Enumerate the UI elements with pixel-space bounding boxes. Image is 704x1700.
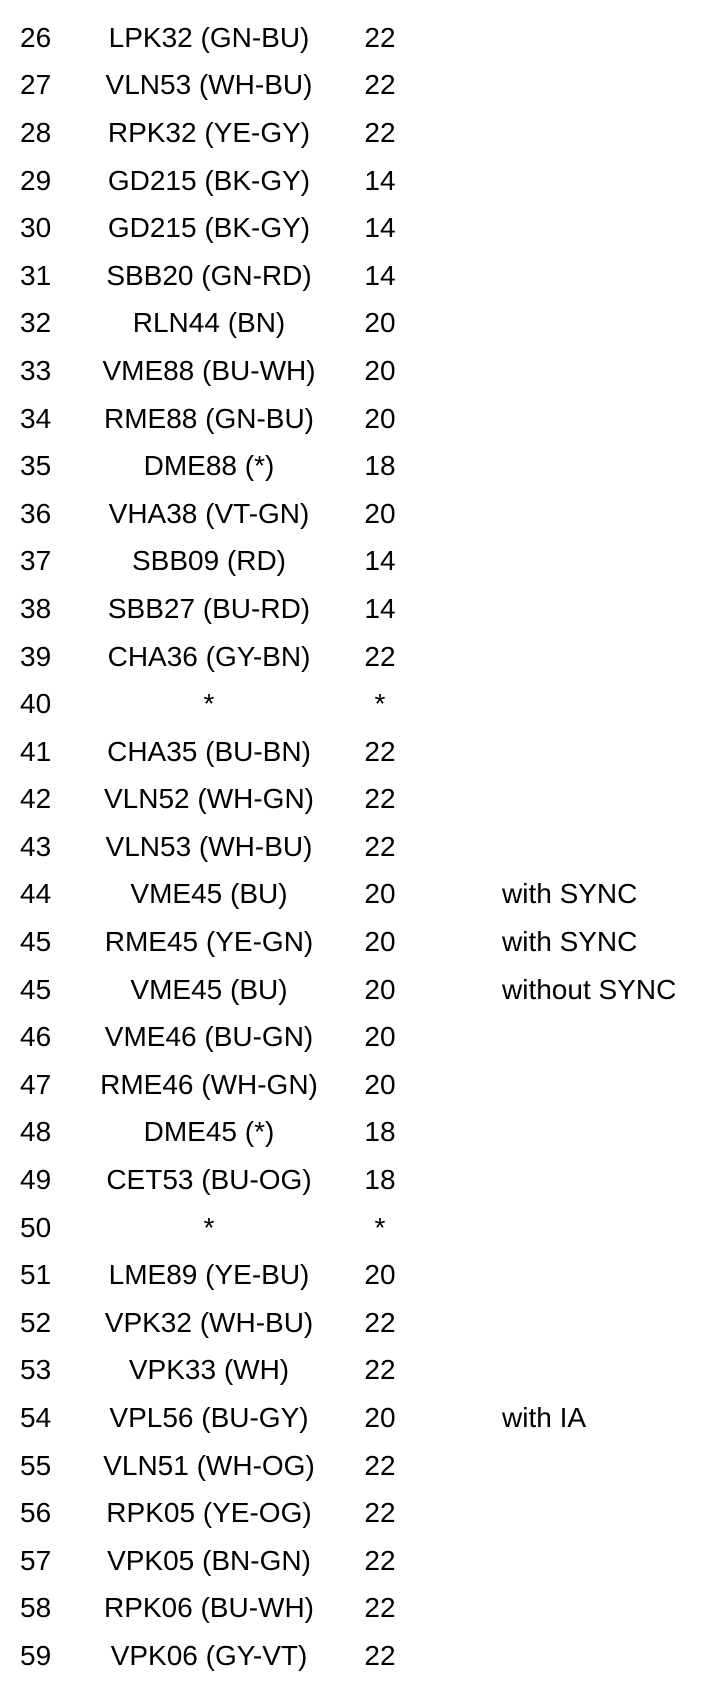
wire-size-cell: 22 [364, 830, 396, 862]
table-row [0, 1061, 704, 1109]
table-row [0, 157, 704, 205]
wire-size-cell: 18 [364, 1116, 396, 1148]
pin-number-cell: 26 [20, 21, 52, 53]
pin-number-cell: 47 [20, 1068, 52, 1100]
signal-name-cell: RME46 (WH-GN) [100, 1068, 318, 1100]
table-row [0, 442, 704, 490]
table-row [0, 1013, 704, 1061]
note-cell: with SYNC [502, 878, 638, 910]
table-row [0, 347, 704, 395]
signal-name-cell: * [203, 1211, 215, 1243]
pin-number-cell: 46 [20, 1021, 52, 1053]
signal-name-cell: VPK05 (BN-GN) [107, 1544, 311, 1576]
wire-size-cell: 22 [364, 1306, 396, 1338]
wire-size-cell: * [374, 1211, 386, 1243]
signal-name-cell: VPK06 (GY-VT) [110, 1639, 308, 1671]
pin-number-cell: 41 [20, 735, 52, 767]
signal-name-cell: SBB09 (RD) [131, 545, 287, 577]
wire-size-cell: 22 [364, 69, 396, 101]
table-row [0, 633, 704, 681]
pin-number-cell: 34 [20, 402, 52, 434]
pin-number-cell: 27 [20, 69, 52, 101]
wire-size-cell: 20 [364, 1068, 396, 1100]
wire-size-cell: 22 [364, 640, 396, 672]
signal-name-cell: RLN44 (BN) [132, 307, 286, 339]
wire-size-cell: 14 [364, 164, 396, 196]
pin-number-cell: 43 [20, 830, 52, 862]
wire-size-cell: 22 [364, 21, 396, 53]
signal-name-cell: LME89 (YE-BU) [108, 1259, 310, 1291]
pin-number-cell: 53 [20, 1354, 52, 1386]
table-row [0, 1632, 704, 1680]
table-row [0, 1204, 704, 1252]
pin-number-cell: 42 [20, 783, 52, 815]
table-row [0, 1442, 704, 1490]
table-row [0, 680, 704, 728]
table-row [0, 1537, 704, 1585]
pin-number-cell: 39 [20, 640, 52, 672]
pin-number-cell: 32 [20, 307, 52, 339]
table-row [0, 585, 704, 633]
signal-name-cell: VME46 (BU-GN) [104, 1021, 314, 1053]
signal-name-cell: CHA36 (GY-BN) [107, 640, 311, 672]
table-row [0, 300, 704, 348]
pin-number-cell: 44 [20, 878, 52, 910]
pin-number-cell: 58 [20, 1592, 52, 1624]
pin-number-cell: 45 [20, 926, 52, 958]
signal-name-cell: VPK33 (WH) [128, 1354, 290, 1386]
signal-name-cell: VME45 (BU) [130, 973, 288, 1005]
wire-size-cell: 22 [364, 1639, 396, 1671]
wire-size-cell: 20 [364, 973, 396, 1005]
pin-number-cell: 40 [20, 688, 52, 720]
signal-name-cell: * [203, 688, 215, 720]
wire-size-cell: 22 [364, 1544, 396, 1576]
signal-name-cell: VPK32 (WH-BU) [104, 1306, 314, 1338]
wire-size-cell: 20 [364, 402, 396, 434]
table-row [0, 1347, 704, 1395]
wire-size-cell: 22 [364, 1354, 396, 1386]
wire-size-cell: 22 [364, 1497, 396, 1529]
signal-name-cell: VPL56 (BU-GY) [109, 1402, 309, 1434]
wire-size-cell: 20 [364, 497, 396, 529]
signal-name-cell: VLN53 (WH-BU) [105, 69, 313, 101]
table-row [0, 1489, 704, 1537]
signal-name-cell: GD215 (BK-GY) [107, 212, 311, 244]
wire-size-cell: 20 [364, 1402, 396, 1434]
pin-number-cell: 51 [20, 1259, 52, 1291]
table-row [0, 204, 704, 252]
table-row [0, 1109, 704, 1157]
table-row [0, 776, 704, 824]
signal-name-cell: RME88 (GN-BU) [103, 402, 314, 434]
note-cell: with SYNC [502, 926, 638, 958]
signal-name-cell: SBB27 (BU-RD) [107, 592, 311, 624]
table-row [0, 823, 704, 871]
wire-size-cell: 14 [364, 259, 396, 291]
pin-number-cell: 30 [20, 212, 52, 244]
pin-number-cell: 31 [20, 259, 52, 291]
wire-size-cell: 20 [364, 354, 396, 386]
signal-name-cell: LPK32 (GN-BU) [108, 21, 310, 53]
pin-number-cell: 29 [20, 164, 52, 196]
pin-number-cell: 45 [20, 973, 52, 1005]
wire-size-cell: 20 [364, 1259, 396, 1291]
signal-name-cell: RPK05 (YE-OG) [106, 1497, 312, 1529]
wire-size-cell: 22 [364, 116, 396, 148]
wire-size-cell: 14 [364, 545, 396, 577]
table-row [0, 1394, 704, 1442]
signal-name-cell: VLN53 (WH-BU) [105, 830, 313, 862]
table-row [0, 1156, 704, 1204]
table-row [0, 538, 704, 586]
pin-number-cell: 37 [20, 545, 52, 577]
wire-size-cell: 20 [364, 1021, 396, 1053]
pin-number-cell: 56 [20, 1497, 52, 1529]
wire-size-cell: 20 [364, 307, 396, 339]
table-row [0, 252, 704, 300]
table-row [0, 1585, 704, 1633]
pin-number-cell: 38 [20, 592, 52, 624]
wire-size-cell: 22 [364, 1592, 396, 1624]
wire-size-cell: * [374, 688, 386, 720]
wire-size-cell: 22 [364, 735, 396, 767]
table-row [0, 1251, 704, 1299]
signal-name-cell: DME45 (*) [143, 1116, 275, 1148]
wire-size-cell: 18 [364, 1164, 396, 1196]
signal-name-cell: CET53 (BU-OG) [106, 1164, 312, 1196]
table-row [0, 918, 704, 966]
wire-size-cell: 22 [364, 783, 396, 815]
signal-name-cell: CHA35 (BU-BN) [107, 735, 311, 767]
pin-number-cell: 57 [20, 1544, 52, 1576]
table-row [0, 728, 704, 776]
signal-name-cell: VME45 (BU) [130, 878, 288, 910]
signal-name-cell: GD215 (BK-GY) [107, 164, 311, 196]
table-row [0, 109, 704, 157]
signal-name-cell: RPK32 (YE-GY) [107, 116, 311, 148]
pin-number-cell: 36 [20, 497, 52, 529]
pin-number-cell: 48 [20, 1116, 52, 1148]
note-cell: without SYNC [502, 973, 677, 1005]
wire-size-cell: 14 [364, 212, 396, 244]
wire-size-cell: 14 [364, 592, 396, 624]
signal-name-cell: VHA38 (VT-GN) [108, 497, 310, 529]
table-row [0, 1299, 704, 1347]
signal-name-cell: RME45 (YE-GN) [104, 926, 314, 958]
signal-name-cell: VLN51 (WH-OG) [103, 1449, 315, 1481]
pin-number-cell: 33 [20, 354, 52, 386]
pin-number-cell: 55 [20, 1449, 52, 1481]
pin-number-cell: 28 [20, 116, 52, 148]
signal-name-cell: VLN52 (WH-GN) [103, 783, 314, 815]
signal-name-cell: SBB20 (GN-RD) [106, 259, 312, 291]
table-row [0, 966, 704, 1014]
signal-name-cell: VME88 (BU-WH) [102, 354, 316, 386]
pin-number-cell: 54 [20, 1402, 52, 1434]
pin-number-cell: 49 [20, 1164, 52, 1196]
table-row [0, 14, 704, 62]
wire-size-cell: 18 [364, 450, 396, 482]
pin-number-cell: 52 [20, 1306, 52, 1338]
wire-size-cell: 22 [364, 1449, 396, 1481]
signal-name-cell: RPK06 (BU-WH) [103, 1592, 314, 1624]
pin-number-cell: 50 [20, 1211, 52, 1243]
table-row [0, 871, 704, 919]
pin-number-cell: 35 [20, 450, 52, 482]
note-cell: with IA [502, 1402, 587, 1434]
table-row [0, 395, 704, 443]
wire-size-cell: 20 [364, 878, 396, 910]
signal-name-cell: DME88 (*) [143, 450, 275, 482]
pin-number-cell: 59 [20, 1639, 52, 1671]
table-row [0, 490, 704, 538]
wire-size-cell: 20 [364, 926, 396, 958]
table-row [0, 62, 704, 110]
